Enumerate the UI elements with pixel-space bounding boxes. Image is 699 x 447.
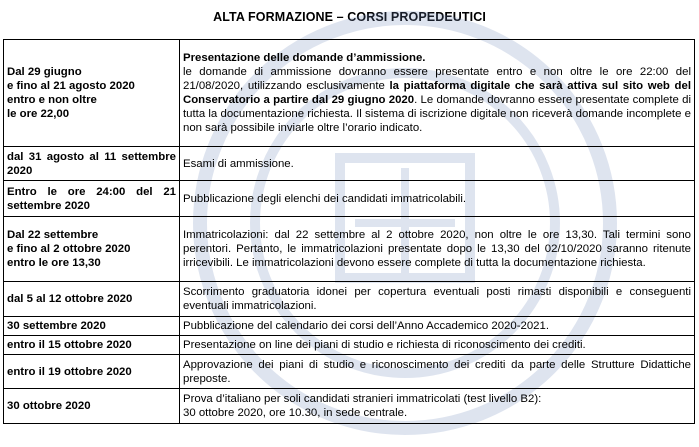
date-cell: 30 ottobre 2020 xyxy=(4,389,180,424)
description-cell: Approvazione dei piani di studio e riconoscimento dei crediti da parte delle Strutture Didattiche preposte. xyxy=(180,355,695,389)
date-cell: Entro le ore 24:00 del 21 settembre 2020 xyxy=(4,181,180,217)
table-row xyxy=(4,336,695,355)
calendar-table xyxy=(3,39,695,424)
description-lead: Presentazione delle domande d’ammissione. xyxy=(183,52,426,64)
date-cell: 30 settembre 2020 xyxy=(4,317,180,336)
description-cell: Presentazione on line dei piani di studio e richiesta di riconoscimento dei crediti. xyxy=(180,336,695,355)
table-row xyxy=(4,282,695,317)
date-cell: entro il 19 ottobre 2020 xyxy=(4,355,180,389)
table-row xyxy=(4,317,695,336)
description-text: le domande di ammissione dovranno essere presentate entro e non oltre le ore 22:00 del 21/08/2020, utilizzando esclusivamente xyxy=(183,66,691,92)
table-row xyxy=(4,40,695,147)
description-cell xyxy=(180,40,695,147)
table-row xyxy=(4,389,695,424)
date-cell: entro il 15 ottobre 2020 xyxy=(4,336,180,355)
date-cell: dal 31 agosto al 11 settembre 2020 xyxy=(4,147,180,181)
table-row xyxy=(4,181,695,217)
description-cell: Pubblicazione del calendario dei corsi dell’Anno Accademico 2020-2021. xyxy=(180,317,695,336)
description-cell: Scorrimento graduatoria idonei per copertura eventuali posti rimasti disponibili e conseguenti eventuali immatricolazioni. xyxy=(180,282,695,317)
description-text: . Le domande dovranno essere presentate complete di tutta la documentazione richiesta. Il sistema di iscrizione digitale non riceverà domande incomplete e non sarà possibile inviarle oltre l’orario indicato. xyxy=(183,94,691,134)
description-highlight: la piattaforma digitale che sarà attiva sul sito web del Conservatorio a partire dal 29 giugno 2020 xyxy=(183,80,691,106)
description-cell: Prova d’italiano per soli candidati stranieri immatricolati (test livello B2): 30 ottobre 2020, ore 10.30, in sede centrale. xyxy=(180,389,695,424)
date-cell: Dal 29 giugno e fino al 21 agosto 2020 entro e non oltre le ore 22,00 xyxy=(4,40,180,147)
description-cell: Esami di ammissione. xyxy=(180,147,695,181)
date-cell: Dal 22 settembre e fino al 2 ottobre 2020 entro le ore 13,30 xyxy=(4,217,180,282)
description-cell: Pubblicazione degli elenchi dei candidati immatricolabili. xyxy=(180,181,695,217)
table-row xyxy=(4,355,695,389)
table-row xyxy=(4,217,695,282)
page-title: ALTA FORMAZIONE – CORSI PROPEDEUTICI xyxy=(213,10,486,24)
description-cell: Immatricolazioni: dal 22 settembre al 2 ottobre 2020, non oltre le ore 13,30. Tali termini sono perentori. Pertanto, le immatricolazioni presentate dopo le 13,30 del 02/10/2020 saranno ritenute irricevibili. Le immatricolazioni devono essere complete di tutta la documentazione richiesta. xyxy=(180,217,695,282)
table-row xyxy=(4,147,695,181)
date-cell: dal 5 al 12 ottobre 2020 xyxy=(4,282,180,317)
